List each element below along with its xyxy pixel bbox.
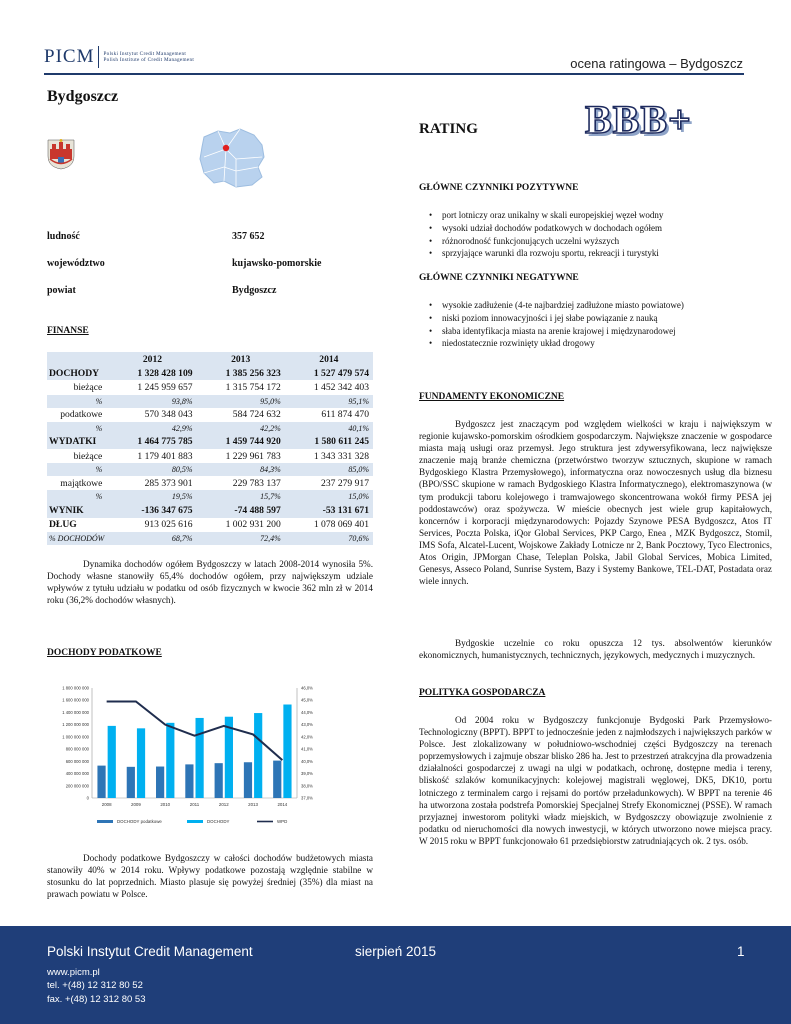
page-number: 1 [737, 944, 745, 959]
table-header-row [47, 352, 373, 366]
list-item: • sprzyjające warunki dla rozwoju sportu, rekreacji i turystyki [419, 247, 759, 260]
info-value: Bydgoszcz [232, 285, 277, 296]
info-row [47, 285, 347, 312]
y2-tick-label: 44,0% [301, 709, 313, 715]
list-item: • wysokie zadłużenie (4-te najbardziej zadłużone miasto powiatowe) [419, 299, 764, 312]
legend-label: WPD [277, 819, 288, 824]
bar-total-revenue [283, 705, 291, 799]
info-label: województwo [47, 258, 105, 269]
y-tick-label: 1 200 000 000 [62, 722, 89, 728]
dochody-podatkowe-paragraph: Dochody podatkowe Bydgoszczy w całości dochodów budżetowych miasta stanowiły 40% w 2014 roku. Wpływy podatkowe pozostają względnie stabilne w stosunku do lat poprzednich. Miasto plasuje się powyżej średniej (35%) dla miast na prawach powiatu w Polsce. [47, 853, 373, 900]
table-row: bieżące 1 245 959 657 1 315 754 172 1 452 342 403 [73, 381, 369, 393]
table-row: bieżące 1 179 401 883 1 229 961 783 1 343 331 328 [73, 450, 369, 462]
y-tick-label: 1 800 000 000 [62, 685, 89, 691]
year-header: 2014 [285, 352, 373, 366]
city-name: Bydgoszcz [47, 88, 119, 105]
bar-total-revenue [137, 728, 145, 798]
y-tick-label: 200 000 000 [65, 783, 89, 789]
logo-subtitle-en: Polish Institute of Credit Management [103, 57, 195, 63]
y2-tick-label: 41,0% [301, 746, 313, 752]
header-rule [44, 73, 744, 75]
info-value: kujawsko-pomorskie [232, 258, 322, 269]
y2-tick-label: 38,0% [301, 783, 313, 789]
polityka-paragraph: Od 2004 roku w Bydgoszczy funkcjonuje Bydgoski Park Przemysłowo-Technologiczny (BPPT). BPPT to jednocześnie jeden z najmłodszych i największych parków w Polsce. Jest zlokalizowany w południowo-wschodniej części Bydgoszczy na terenach poprzemysłowych i zajmuje obszar blisko 286 ha. Jest to przestrzeń atrakcyjna dla prowadzenia działalności gospodarczej z uwagi na ulgi w podatkach, ochronę, dostępne media i tereny, bliskość szlaków komunikacyjnych: kolejowej magistrali węglowej, DK5, DK10, portu lotniczego z terminalem cargo i rejsami do portów przeładunkowych). W BPPT na terenie 46 ha utworzona została podstrefa Pomorskiej Specjalnej Strefy Ekonomicznej (PSSE). W ramach przyjaznej inwestorom polityki władz miejskich, w Bydgoszczy obowiązuje zwolnienie z podatku od nieruchomości dla nowych inwestycji, w których utworzono nowe miejsca pracy. W 2015 roku w BPPT funkcjonowało 61 przedsiębiorstw zatrudniających ok. 2 tys. osób. [419, 715, 772, 846]
y2-tick-label: 37,0% [301, 795, 313, 801]
city-info [47, 231, 347, 312]
x-tick-label: 2011 [189, 802, 200, 807]
x-tick-label: 2009 [131, 802, 141, 807]
y-tick-label: 1 000 000 000 [62, 734, 89, 740]
legend-swatch [187, 820, 203, 823]
positive-factors-heading: GŁÓWNE CZYNNIKI POZYTYWNE [419, 183, 579, 193]
bar-tax-revenue [97, 766, 105, 798]
finanse-paragraph: Dynamika dochodów ogółem Bydgoszczy w latach 2008-2014 wynosiła 5%. Dochody własne stanowiły 65,4% dochodów ogółem, przy największym udziale wpływów z tytułu udziału w podatku od osób fizycznych w kwocie 362 mln zł w 2014 roku (36,2% dochodów własnych). [47, 559, 373, 606]
list-item: • port lotniczy oraz unikalny w skali europejskiej węzeł wodny [419, 209, 759, 222]
bar-total-revenue [108, 726, 116, 798]
logo-subtitle-pl: Polski Instytut Credit Management [103, 51, 187, 57]
table-row: % 80,5% 84,3% 85,0% [47, 463, 373, 476]
rating-grade: BBB+ [585, 97, 692, 142]
fundamenty-paragraph-1: Bydgoszcz jest znaczącym pod względem wielkości w kraju i największym w regionie kujawsko-pomorskim ośrodkiem gospodarczym. Największe znaczenie w gospodarce miasta mają usługi oraz przemysł. Jego struktura jest zdywersyfikowana, lecz największe znaczenie mają branże chemiczna (przetwórstwo tworzyw sztucznych, skupione w ramach Bydgoskiego Klastra Przemysłowego), informatyczna oraz nowoczesnych usług dla biznesu (BPO/SSC skupione w ramach Bydgoskiego Klastra Informatycznego), elektromaszynowa (w tym produkcji taboru kolejowego i tramwajowego skoncentrowana wokół firmy PESA jej poddostawców) oraz spożywcza. W mieście obecnych jest wiele grup kapitałowych, koncernów i korporacji międzynarodowych: Pojazdy Szynowe PESA Bydgoszcz, Atos IT Services, Poczta Polska, iQor Global Services, PKP Cargo, Enea , MZK Bydgoszcz, Stomil, IMS Sofa, Alcatel-Lucent, Wojskowe Zakłady Lotnicze nr 2, Bank Pocztowy, Tyco Electronics, Atos Origin, JPMorgan Chase, Teleplan Polska, Jabil Global Services, Mobica Limited, Genesys, Asseco Poland, Sunrise System, Bazy i Systemy Bankowe, TEL-DAT, Postadata oraz wiele innych. [419, 419, 772, 587]
footer-date: sierpień 2015 [355, 944, 437, 959]
table-row: % 93,8% 95,0% 95,1% [47, 395, 373, 408]
legend-label: DOCHODY podatkowe [117, 819, 162, 824]
y-tick-label: 1 600 000 000 [62, 697, 89, 703]
fundamenty-heading: FUNDAMENTY EKONOMICZNE [419, 392, 565, 402]
x-tick-label: 2008 [101, 802, 112, 807]
bar-total-revenue [196, 718, 204, 798]
info-row [47, 258, 347, 285]
footer-fax: fax. +(48) 12 312 80 53 [47, 994, 146, 1005]
footer [0, 926, 791, 1024]
dochody-podatkowe-heading: DOCHODY PODATKOWE [47, 648, 162, 658]
table-row: majątkowe 285 373 901 229 783 137 237 279 917 [60, 477, 369, 489]
info-label: powiat [47, 285, 76, 296]
bar-total-revenue [166, 723, 174, 798]
list-item: • wysoki udział dochodów podatkowych w dochodach ogółem [419, 222, 759, 235]
table-row: WYNIK -136 347 675 -74 488 597 -53 131 671 [47, 503, 373, 517]
list-item: • niski poziom innowacyjności i jej słabe powiązanie z nauką [419, 312, 764, 325]
picm-logo [44, 46, 194, 68]
y2-tick-label: 43,0% [301, 722, 313, 728]
y2-tick-label: 45,0% [301, 697, 313, 703]
rating-label: RATING [419, 121, 478, 137]
list-item: • różnorodność funkcjonujących uczelni wyższych [419, 235, 759, 248]
list-item: • słaba identyfikacja miasta na arenie krajowej i międzynarodowej [419, 325, 764, 338]
table-row: podatkowe 570 348 043 584 724 632 611 874 470 [60, 409, 369, 421]
bar-tax-revenue [273, 761, 281, 798]
legend-label: DOCHODY [207, 819, 230, 824]
table-row: % DOCHODÓW 68,7% 72,4% 70,6% [47, 532, 373, 545]
poland-map-icon [196, 127, 268, 191]
x-tick-label: 2014 [277, 802, 288, 807]
x-tick-label: 2012 [218, 802, 229, 807]
table-row: WYDATKI 1 464 775 785 1 459 744 920 1 580 611 245 [47, 435, 373, 449]
x-tick-label: 2010 [160, 802, 171, 807]
y-tick-label: 600 000 000 [65, 758, 89, 764]
bar-tax-revenue [156, 767, 164, 798]
fundamenty-paragraph-2: Bydgoskie uczelnie co roku opuszcza 12 tys. absolwentów kierunków ekonomicznych, humanistycznych, technicznych, językowych, medycznych i muzycznych. [419, 638, 772, 661]
info-row [47, 231, 347, 258]
y2-tick-label: 39,0% [301, 771, 313, 777]
y2-tick-label: 42,0% [301, 734, 313, 740]
tax-revenue-chart [47, 680, 373, 830]
y2-tick-label: 40,0% [301, 758, 313, 764]
table-row: DOCHODY 1 328 428 109 1 385 256 323 1 527 479 574 [47, 366, 373, 380]
finance-table [47, 352, 373, 545]
year-header: 2013 [197, 352, 285, 366]
info-label: ludność [47, 231, 80, 242]
document-title: ocena ratingowa – Bydgoszcz [570, 56, 743, 71]
negative-factors-list [419, 299, 764, 350]
y-tick-label: 1 400 000 000 [62, 709, 89, 715]
polityka-heading: POLITYKA GOSPODARCZA [419, 688, 546, 698]
bar-total-revenue [254, 713, 262, 798]
bar-tax-revenue [215, 763, 223, 798]
table-row: % 42,9% 42,2% 40,1% [47, 422, 373, 435]
positive-factors-list [419, 209, 759, 260]
list-item: • niedostatecznie rozwinięty układ drogowy [419, 337, 764, 350]
y-tick-label: 0 [86, 795, 89, 801]
bar-tax-revenue [244, 762, 252, 798]
bar-tax-revenue [127, 767, 135, 798]
year-header: 2012 [108, 352, 196, 366]
logo-text: PICM [44, 46, 95, 67]
y-tick-label: 800 000 000 [65, 746, 89, 752]
x-tick-label: 2013 [248, 802, 258, 807]
footer-org: Polski Instytut Credit Management [47, 944, 253, 959]
table-row: % 19,5% 15,7% 15,0% [47, 490, 373, 503]
table-row: DŁUG 913 025 616 1 002 931 200 1 078 069 401 [49, 519, 369, 531]
footer-website-link[interactable]: www.picm.pl [47, 967, 100, 978]
y-tick-label: 400 000 000 [65, 771, 89, 777]
footer-phone: tel. +(48) 12 312 80 52 [47, 980, 143, 991]
finanse-heading: FINANSE [47, 326, 89, 336]
legend-swatch [97, 820, 113, 823]
bar-tax-revenue [185, 764, 193, 798]
negative-factors-heading: GŁÓWNE CZYNNIKI NEGATYWNE [419, 273, 579, 283]
info-value: 357 652 [232, 231, 265, 242]
y2-tick-label: 46,0% [301, 685, 313, 691]
